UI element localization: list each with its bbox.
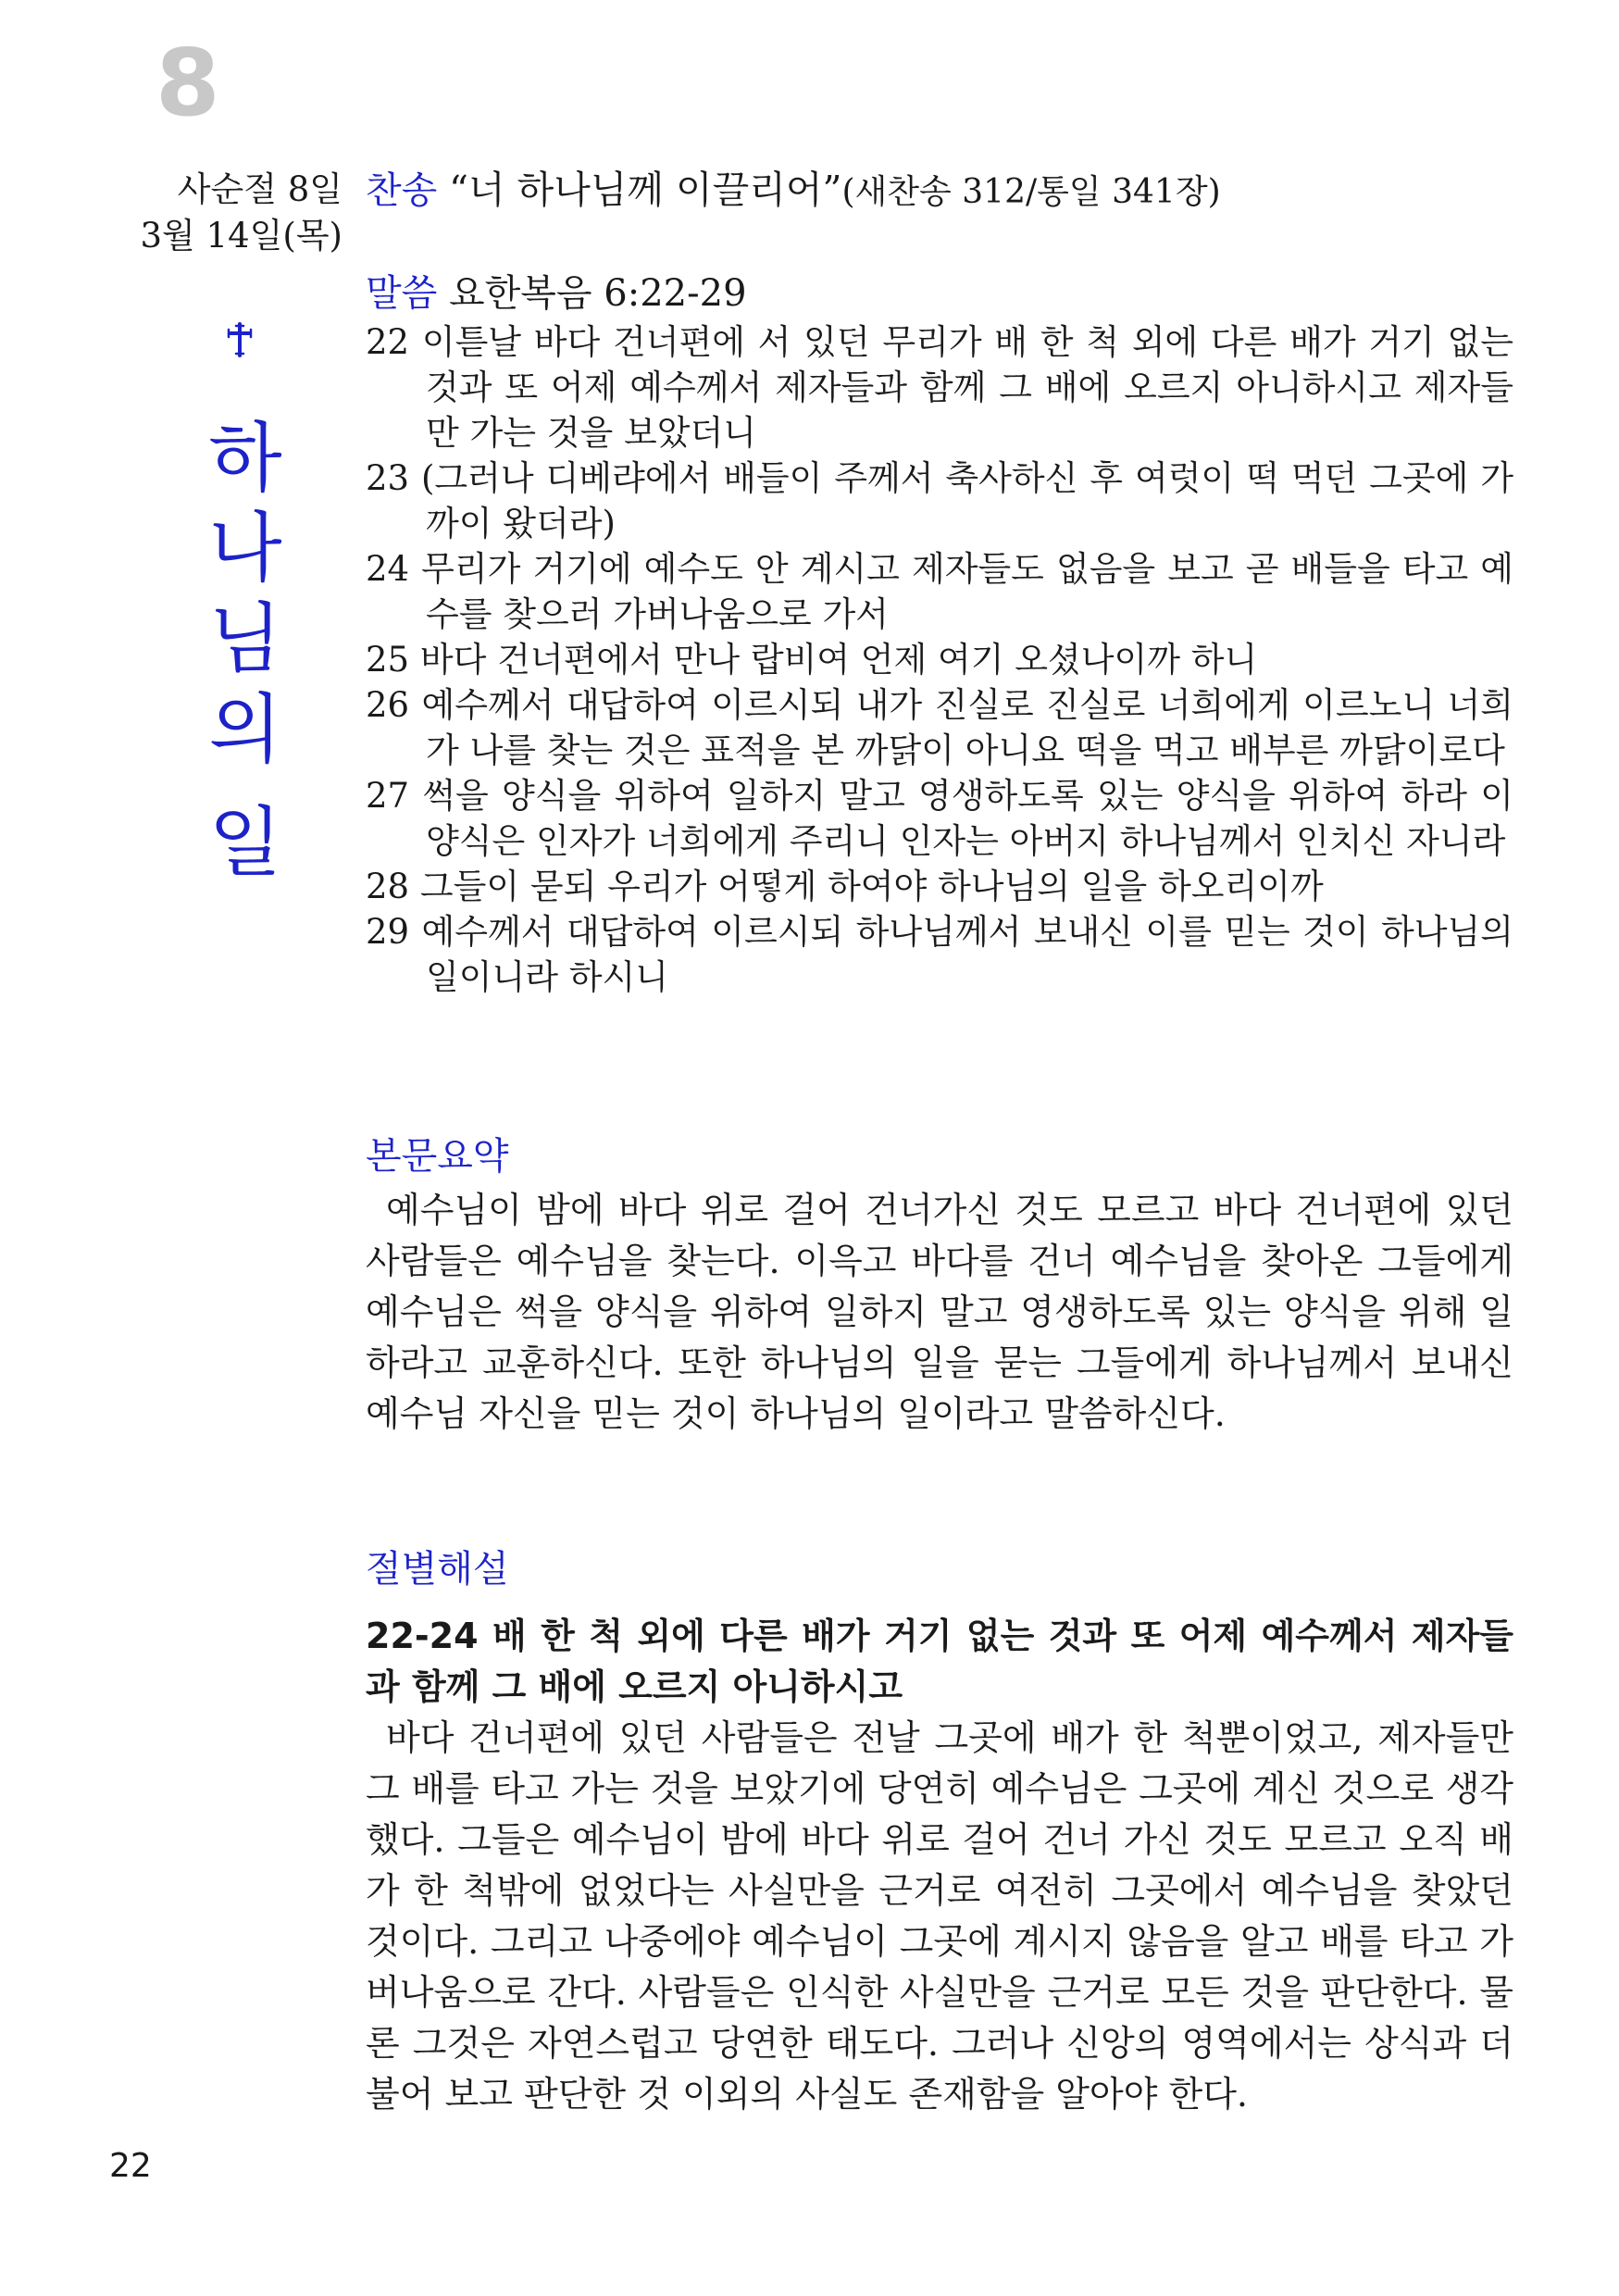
verse-number: 25 bbox=[366, 640, 410, 680]
commentary-text: 바다 건너편에 있던 사람들은 전날 그곳에 배가 한 척뿐이었고, 제자들만 그 배를 타고 가는 것을 보았기에 당연히 예수님은 그곳에 계신 것으로 생각했다. 그들은 예수님이 밤에 바다 위로 걸어 건너 가신 것도 모르고 오직 배가 한 척밖에 없었다는 사실만을 근거로 여전히 그곳에서 예수님을 찾았던 것이다. 그리고 나중에야 예수님이 그곳에 계시지 않음을 알고 배를 타고 가버나움으로 간다. 사람들은 인식한 사실만을 근거로 모든 것을 판단한다. 물론 그것은 자연스럽고 당연한 태도다. 그러나 신앙의 영역에서는 상식과 더불어 보고 판단한 것 이외의 사실도 존재함을 알아야 한다. bbox=[366, 1717, 1513, 2115]
commentary-title: 절별해설 bbox=[366, 1548, 509, 1591]
verse-item bbox=[366, 682, 1513, 773]
hymn-line bbox=[366, 167, 1221, 216]
verse-number: 28 bbox=[366, 867, 410, 906]
vertical-title-char-4: 의 bbox=[208, 686, 282, 774]
season-day-label: 사순절 8일 bbox=[177, 169, 342, 209]
verse-number: 23 bbox=[366, 458, 410, 498]
vertical-title-char-1: 하 bbox=[208, 415, 282, 503]
verse-text: 이튿날 바다 건너편에 서 있던 무리가 배 한 척 외에 다른 배가 거기 없는 것과 또 어제 예수께서 제자들과 함께 그 배에 오르지 아니하시고 제자들만 가는 것을 보았더니 bbox=[421, 322, 1514, 453]
date-label: 3월 14일(목) bbox=[140, 216, 342, 256]
verse-text: 썩을 양식을 위하여 일하지 말고 영생하도록 있는 양식을 위하여 하라 이 양식은 인자가 너희에게 주리니 인자는 아버지 하나님께서 인치신 자니라 bbox=[422, 776, 1513, 861]
hymn-reference: (새찬송 312/통일 341장) bbox=[841, 173, 1221, 211]
verse-item bbox=[366, 455, 1513, 546]
commentary-heading: 22-24 배 한 척 외에 다른 배가 거기 없는 것과 또 어제 예수께서 제자들과 함께 그 배에 오르지 아니하시고 bbox=[366, 1616, 1513, 1707]
verse-list bbox=[366, 319, 1513, 1000]
scripture-heading bbox=[366, 270, 747, 317]
verse-number: 29 bbox=[366, 912, 410, 952]
verse-number: 22 bbox=[366, 322, 410, 362]
verse-item bbox=[366, 909, 1513, 1000]
verse-text: 예수께서 대답하여 이르시되 하나님께서 보내신 이를 믿는 것이 하나님의 일이니라 하시니 bbox=[421, 912, 1513, 997]
vertical-title-char-5: 일 bbox=[208, 799, 282, 887]
day-number: 8 bbox=[156, 29, 220, 137]
verse-number: 24 bbox=[366, 549, 410, 589]
verse-item bbox=[366, 319, 1513, 455]
verse-number: 27 bbox=[366, 776, 410, 816]
hymn-label: 찬송 bbox=[366, 169, 438, 212]
verse-text: (그러나 디베랴에서 배들이 주께서 축사하신 후 여럿이 떡 먹던 그곳에 가까이 왔더라) bbox=[421, 458, 1513, 543]
verse-item bbox=[366, 864, 1513, 909]
hymn-title: “너 하나님께 이끌리어” bbox=[449, 168, 842, 212]
scripture-label: 말씀 bbox=[366, 272, 438, 315]
verse-text: 무리가 거기에 예수도 안 계시고 제자들도 없음을 보고 곧 배들을 타고 예수를 찾으러 가버나움으로 가서 bbox=[421, 549, 1514, 634]
verse-item bbox=[366, 773, 1513, 864]
scripture-reference: 요한복음 6:22-29 bbox=[449, 272, 747, 315]
verse-number: 26 bbox=[366, 685, 410, 725]
verse-text: 예수께서 대답하여 이르시되 내가 진실로 진실로 너희에게 이르노니 너희가 나를 찾는 것은 표적을 본 까닭이 아니요 떡을 먹고 배부른 까닭이로다 bbox=[421, 685, 1513, 770]
vertical-title-char-2: 나 bbox=[208, 505, 282, 593]
cross-icon bbox=[226, 322, 254, 357]
verse-text: 바다 건너편에서 만나 랍비여 언제 여기 오셨나이까 하니 bbox=[419, 640, 1258, 680]
verse-text: 그들이 묻되 우리가 어떻게 하여야 하나님의 일을 하오리이까 bbox=[419, 867, 1324, 906]
date-block bbox=[130, 167, 342, 259]
page-number: 22 bbox=[109, 2147, 152, 2185]
summary-text: 예수님이 밤에 바다 위로 걸어 건너가신 것도 모르고 바다 건너편에 있던 사람들은 예수님을 찾는다. 이윽고 바다를 건너 예수님을 찾아온 그들에게 예수님은 썩을 양식을 위하여 일하지 말고 영생하도록 있는 양식을 위해 일하라고 교훈하신다. 또한 하나님의 일을 묻는 그들에게 하나님께서 보내신 예수님 자신을 믿는 것이 하나님의 일이라고 말씀하신다. bbox=[366, 1190, 1513, 1434]
verse-item bbox=[366, 637, 1513, 682]
verse-item bbox=[366, 546, 1513, 637]
summary-title: 본문요약 bbox=[366, 1135, 509, 1178]
vertical-title-char-3: 님 bbox=[208, 595, 282, 683]
